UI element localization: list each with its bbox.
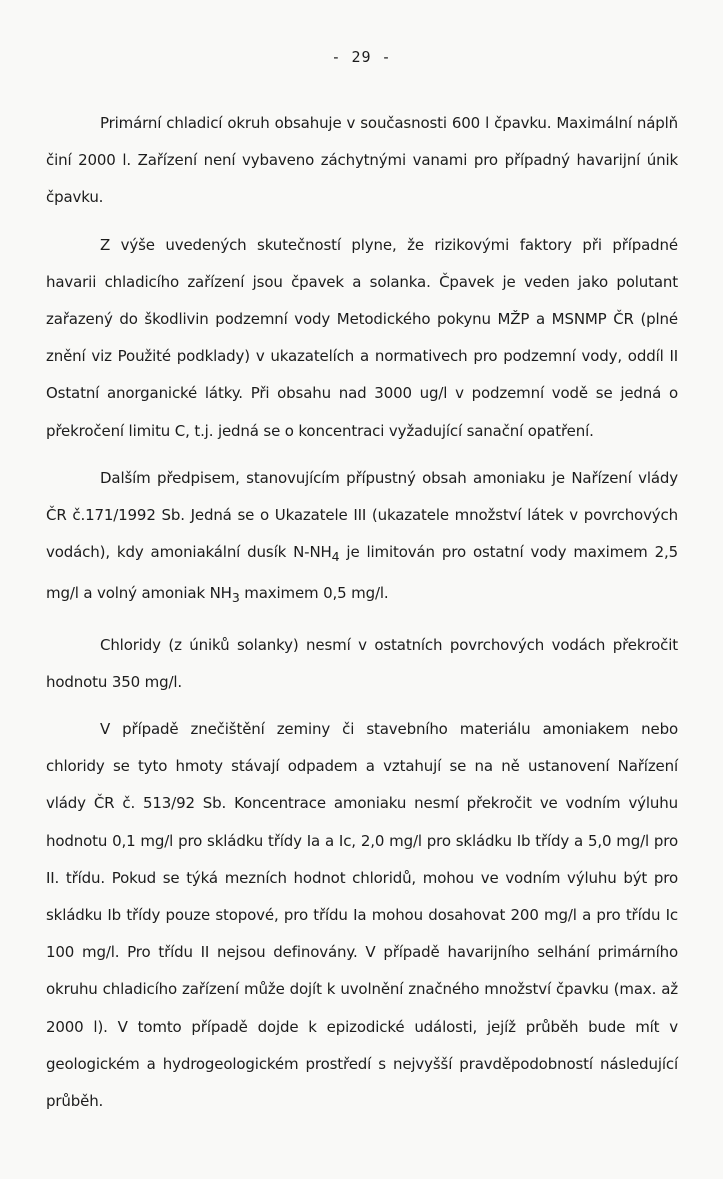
document-body	[46, 105, 678, 1120]
paragraph-risk-factors: Z výše uvedených skutečností plyne, že rizikovými faktory při případné havarii chladicího zařízení jsou čpavek a solanka. Čpavek je veden jako polutant zařazený do škodlivin podzemní vody Metodického pokynu MŽP a MSNMP ČR (plné znění viz Použité podklady) v ukazatelích a normativech pro podzemní vody, oddíl II Ostatní anorganické látky. Při obsahu nad 3000 ug/l v podzemní vodě se jedná o překročení limitu C, t.j. jedná se o koncentraci vyžadující sanační opatření.	[46, 235, 678, 440]
paragraph-ammonia-regulation	[46, 460, 678, 617]
nh4-subscript: 4	[331, 549, 340, 565]
ammonia-text-part1: Dalším předpisem, stanovujícím přípustný obsah amoniaku je Nařízení vlády ČR č.171/1992 Sb. Jedná se o Ukazatele III (ukazatele množství látek v povrchových vodách), kdy amoniakální dusík N-NH	[46, 468, 678, 562]
ammonia-text-part2: je limitován pro ostatní vody maximem 2,5 mg/l a volný amoniak NH	[46, 543, 678, 603]
nh3-subscript: 3	[231, 590, 240, 606]
paragraph-contamination: V případě znečištění zeminy či stavebního materiálu amoniakem nebo chloridy se tyto hmoty stávají odpadem a vztahují se na ně ustanovení Nařízení vlády ČR č. 513/92 Sb. Koncentrace amoniaku nesmí překročit ve vodním výluhu hodnotu 0,1 mg/l pro skládku třídy Ia a Ic, 2,0 mg/l pro skládku Ib třídy a 5,0 mg/l pro II. třídu. Pokud se týká mezních hodnot chloridů, mohou ve vodním výluhu být pro skládku Ib třídy pouze stopové, pro třídu Ia mohou dosahovat 200 mg/l a pro třídu Ic 100 mg/l. Pro třídu II nejsou definovány. V případě havarijního selhání primárního okruhu chladicího zařízení může dojít k uvolnění značného množství čpavku (max. až 2000 l). V tomto případě dojde k epizodické události, jejíž průběh bude mít v geologickém a hydrogeologickém prostředí s nejvyšší pravděpodobností následující průběh.	[46, 720, 678, 1111]
page-number: - 29 -	[331, 48, 392, 66]
ammonia-text-part3: maximem 0,5 mg/l.	[239, 584, 389, 603]
paragraph-chlorides: Chloridy (z úniků solanky) nesmí v ostatních povrchových vodách překročit hodnotu 350 mg/l.	[46, 635, 678, 691]
paragraph-coolant-circuit: Primární chladicí okruh obsahuje v současnosti 600 l čpavku. Maximální náplň činí 2000 l. Zařízení není vybaveno záchytnými vanami pro případný havarijní únik čpavku.	[46, 114, 678, 207]
